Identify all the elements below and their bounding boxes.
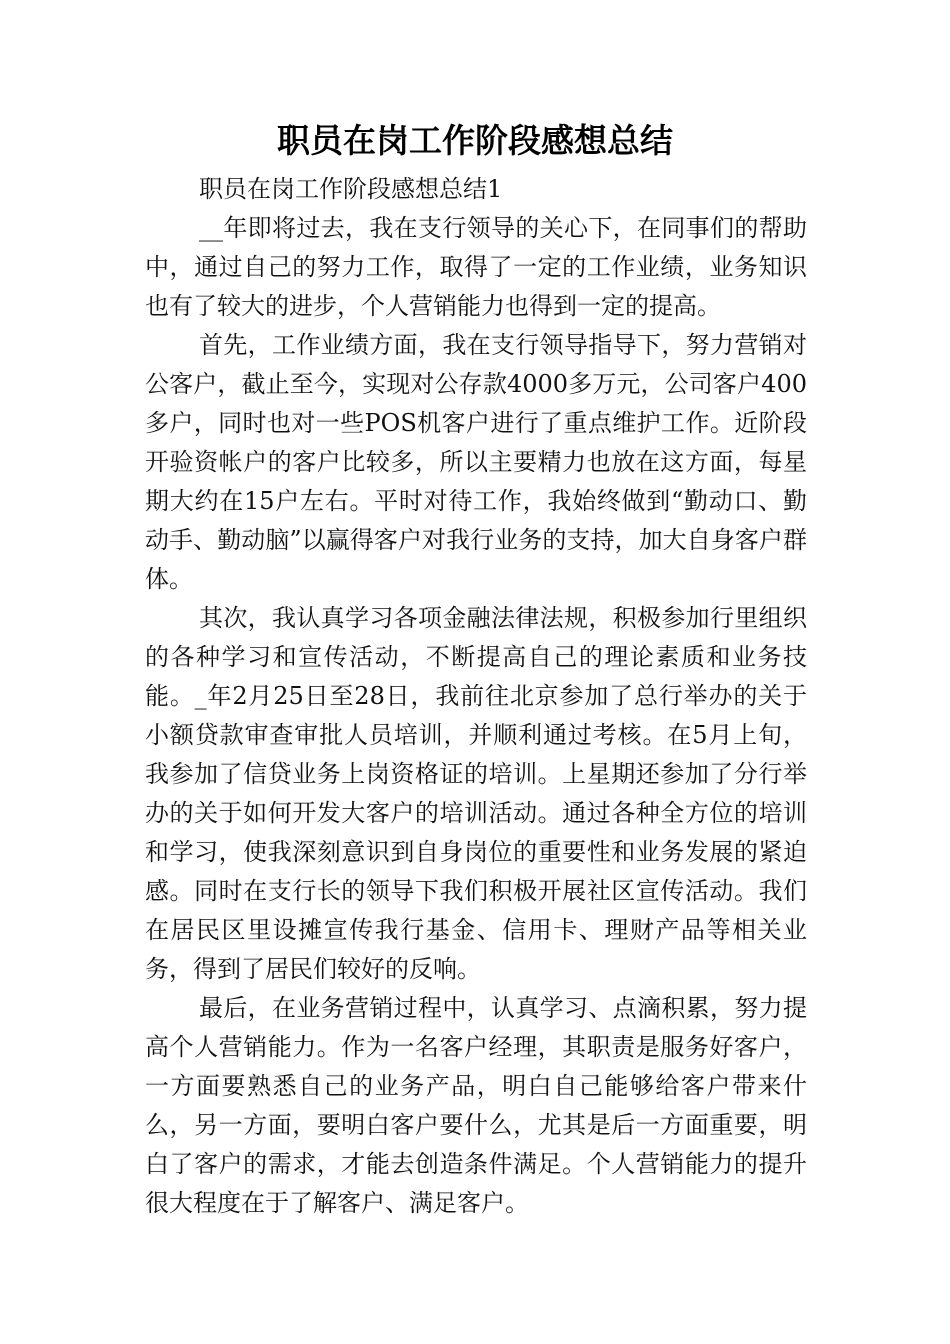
intro-paragraph: __年即将过去，我在支行领导的关心下，在同事们的帮助中，通过自己的努力工作，取得了一定的工作业绩，业务知识也有了较大的进步，个人营销能力也得到一定的提高。 (145, 214, 807, 320)
performance-paragraph: 首先，工作业绩方面，我在支行领导指导下，努力营销对公客户，截止至今，实现对公存款4000多万元，公司客户400多户，同时也对一些POS机客户进行了重点维护工作。近阶段开验资帐户的客户比较多，所以主要精力也放在这方面，每星期大约在15户左右。平时对待工作，我始终做到“勤动口、勤动手、勤动脑”以赢得客户对我行业务的支持，加大自身客户群体。 (145, 331, 807, 593)
learning-paragraph: 其次，我认真学习各项金融法律法规，积极参加行里组织的各种学习和宣传活动，不断提高自己的理论素质和业务技能。_年2月25日至28日，我前往北京参加了总行举办的关于小额贷款审查审批人员培训，并顺利通过考核。在5月上旬，我参加了信贷业务上岗资格证的培训。上星期还参加了分行举办的关于如何开发大客户的培训活动。通过各种全方位的培训和学习，使我深刻意识到自身岗位的重要性和业务发展的紧迫感。同时在支行长的领导下我们积极开展社区宣传活动。我们在居民区里设摊宣传我行基金、信用卡、理财产品等相关业务，得到了居民们较好的反响。 (145, 604, 807, 983)
document-title: 职员在岗工作阶段感想总结 (277, 121, 673, 160)
subtitle-paragraph: 职员在岗工作阶段感想总结1 (199, 175, 503, 203)
marketing-paragraph: 最后，在业务营销过程中，认真学习、点滴积累，努力提高个人营销能力。作为一名客户经理，其职责是服务好客户，一方面要熟悉自己的业务产品，明白自己能够给客户带来什么，另一方面，要明白客户要什么，尤其是后一方面重要，明白了客户的需求，才能去创造条件满足。个人营销能力的提升很大程度在于了解客户、满足客户。 (145, 994, 807, 1217)
document-body (145, 170, 807, 1223)
